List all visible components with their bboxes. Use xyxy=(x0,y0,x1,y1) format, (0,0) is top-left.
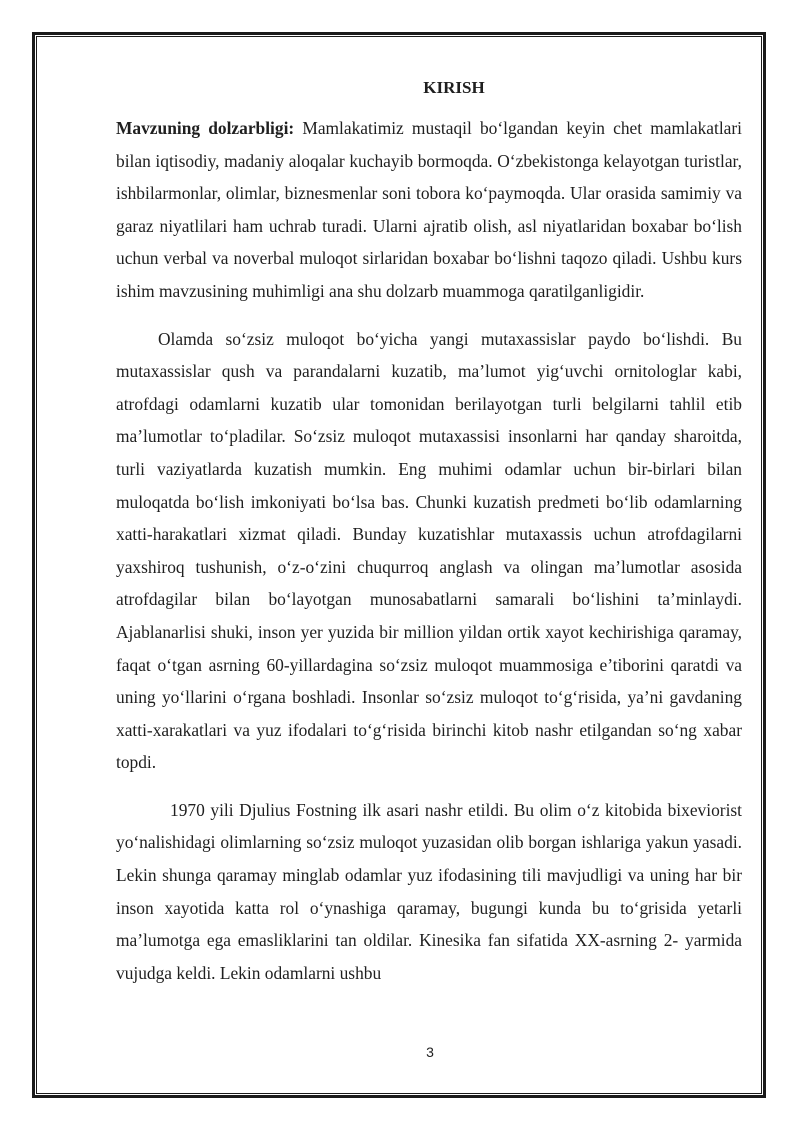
paragraph-text: Mamlakatimiz mustaqil bo‘lgandan keyin chet mamlakatlari bilan iqtisodiy, madaniy aloqalar kuchayib bormoqda. O‘zbekistonga kelayotgan turistlar, ishbilarmonlar, olimlar, biznesmenlar soni tobora ko‘paymoqda. Ular orasida samimiy va garaz niyatlilari ham uchrab turadi. Ularni ajratib olish, asl niyatlaridan boxabar bo‘lish uchun verbal va noverbal muloqot sirlaridan boxabar bo‘lishni taqozo qiladi. Ushbu kurs ishim mavzusining muhimligi ana shu dolzarb muammoga qaratilganligidir. xyxy=(116,118,742,301)
document-body xyxy=(116,74,742,989)
paragraph-nonverbal: Olamda so‘zsiz muloqot bo‘yicha yangi mutaxassislar paydo bo‘lishdi. Bu mutaxassislar qush va parandalarni kuzatib, ma’lumot yig‘uvchi ornitologlar kabi, atrofdagi odamlarni kuzatib ular tomonidan berilayotgan turli belgilarni tahlil etib ma’lumotlar to‘pladilar. So‘zsiz muloqot mutaxassisi insonlarni har qanday sharoitda, turli vaziyatlarda kuzatish mumkin. Eng muhimi odamlar uchun bir-birlari bilan muloqatda bo‘lish imkoniyati bo‘lsa bas. Chunki kuzatish predmeti bo‘lib odamlarning xatti-harakatlari xizmat qiladi. Bunday kuzatishlar mutaxassis uchun atrofdagilarni yaxshiroq tushunish, o‘z-o‘zini chuqurroq anglash va olingan ma’lumotlar asosida atrofdagilar bilan bo‘layotgan munosabatlarni samarali bo‘lishini ta’minlaydi. Ajablanarlisi shuki, inson yer yuzida bir million yildan ortik xayot kechirishiga qaramay, faqat o‘tgan asrning 60-yillardagina so‘zsiz muloqot muammosiga e’tiborini qaratdi va uning yo‘llarini o‘rgana boshladi. Insonlar so‘zsiz muloqot to‘g‘risida, ya’ni gavdaning xatti-xarakatlari va yuz ifodalari to‘g‘risida birinchi kitob nashr etilgandan so‘ng xabar topdi. xyxy=(116,328,742,773)
paragraph-fost: 1970 yili Djulius Fostning ilk asari nashr etildi. Bu olim o‘z kitobida bixeviorist yo‘nalishidagi olimlarning so‘zsiz muloqot yuzasidan olib borgan ishlariga yakun yasadi. Lekin shunga qaramay minglab odamlar yuz ifodasining tili mavjudligi va uning har bir inson xayotida katta rol o‘ynashiga qaramay, bugungi kunda bu to‘grisida yetarli ma’lumotga ega emasliklarini tan oldilar. Kinesika fan sifatida XX-asrning 2- yarmida vujudga keldi. Lekin odamlarni ushbu xyxy=(116,799,742,983)
paragraph-relevance xyxy=(116,112,742,308)
page-title: KIRISH xyxy=(423,78,485,97)
paragraph-lead: Mavzuning dolzarbligi: xyxy=(116,118,295,138)
page-number: 3 xyxy=(426,1044,434,1060)
